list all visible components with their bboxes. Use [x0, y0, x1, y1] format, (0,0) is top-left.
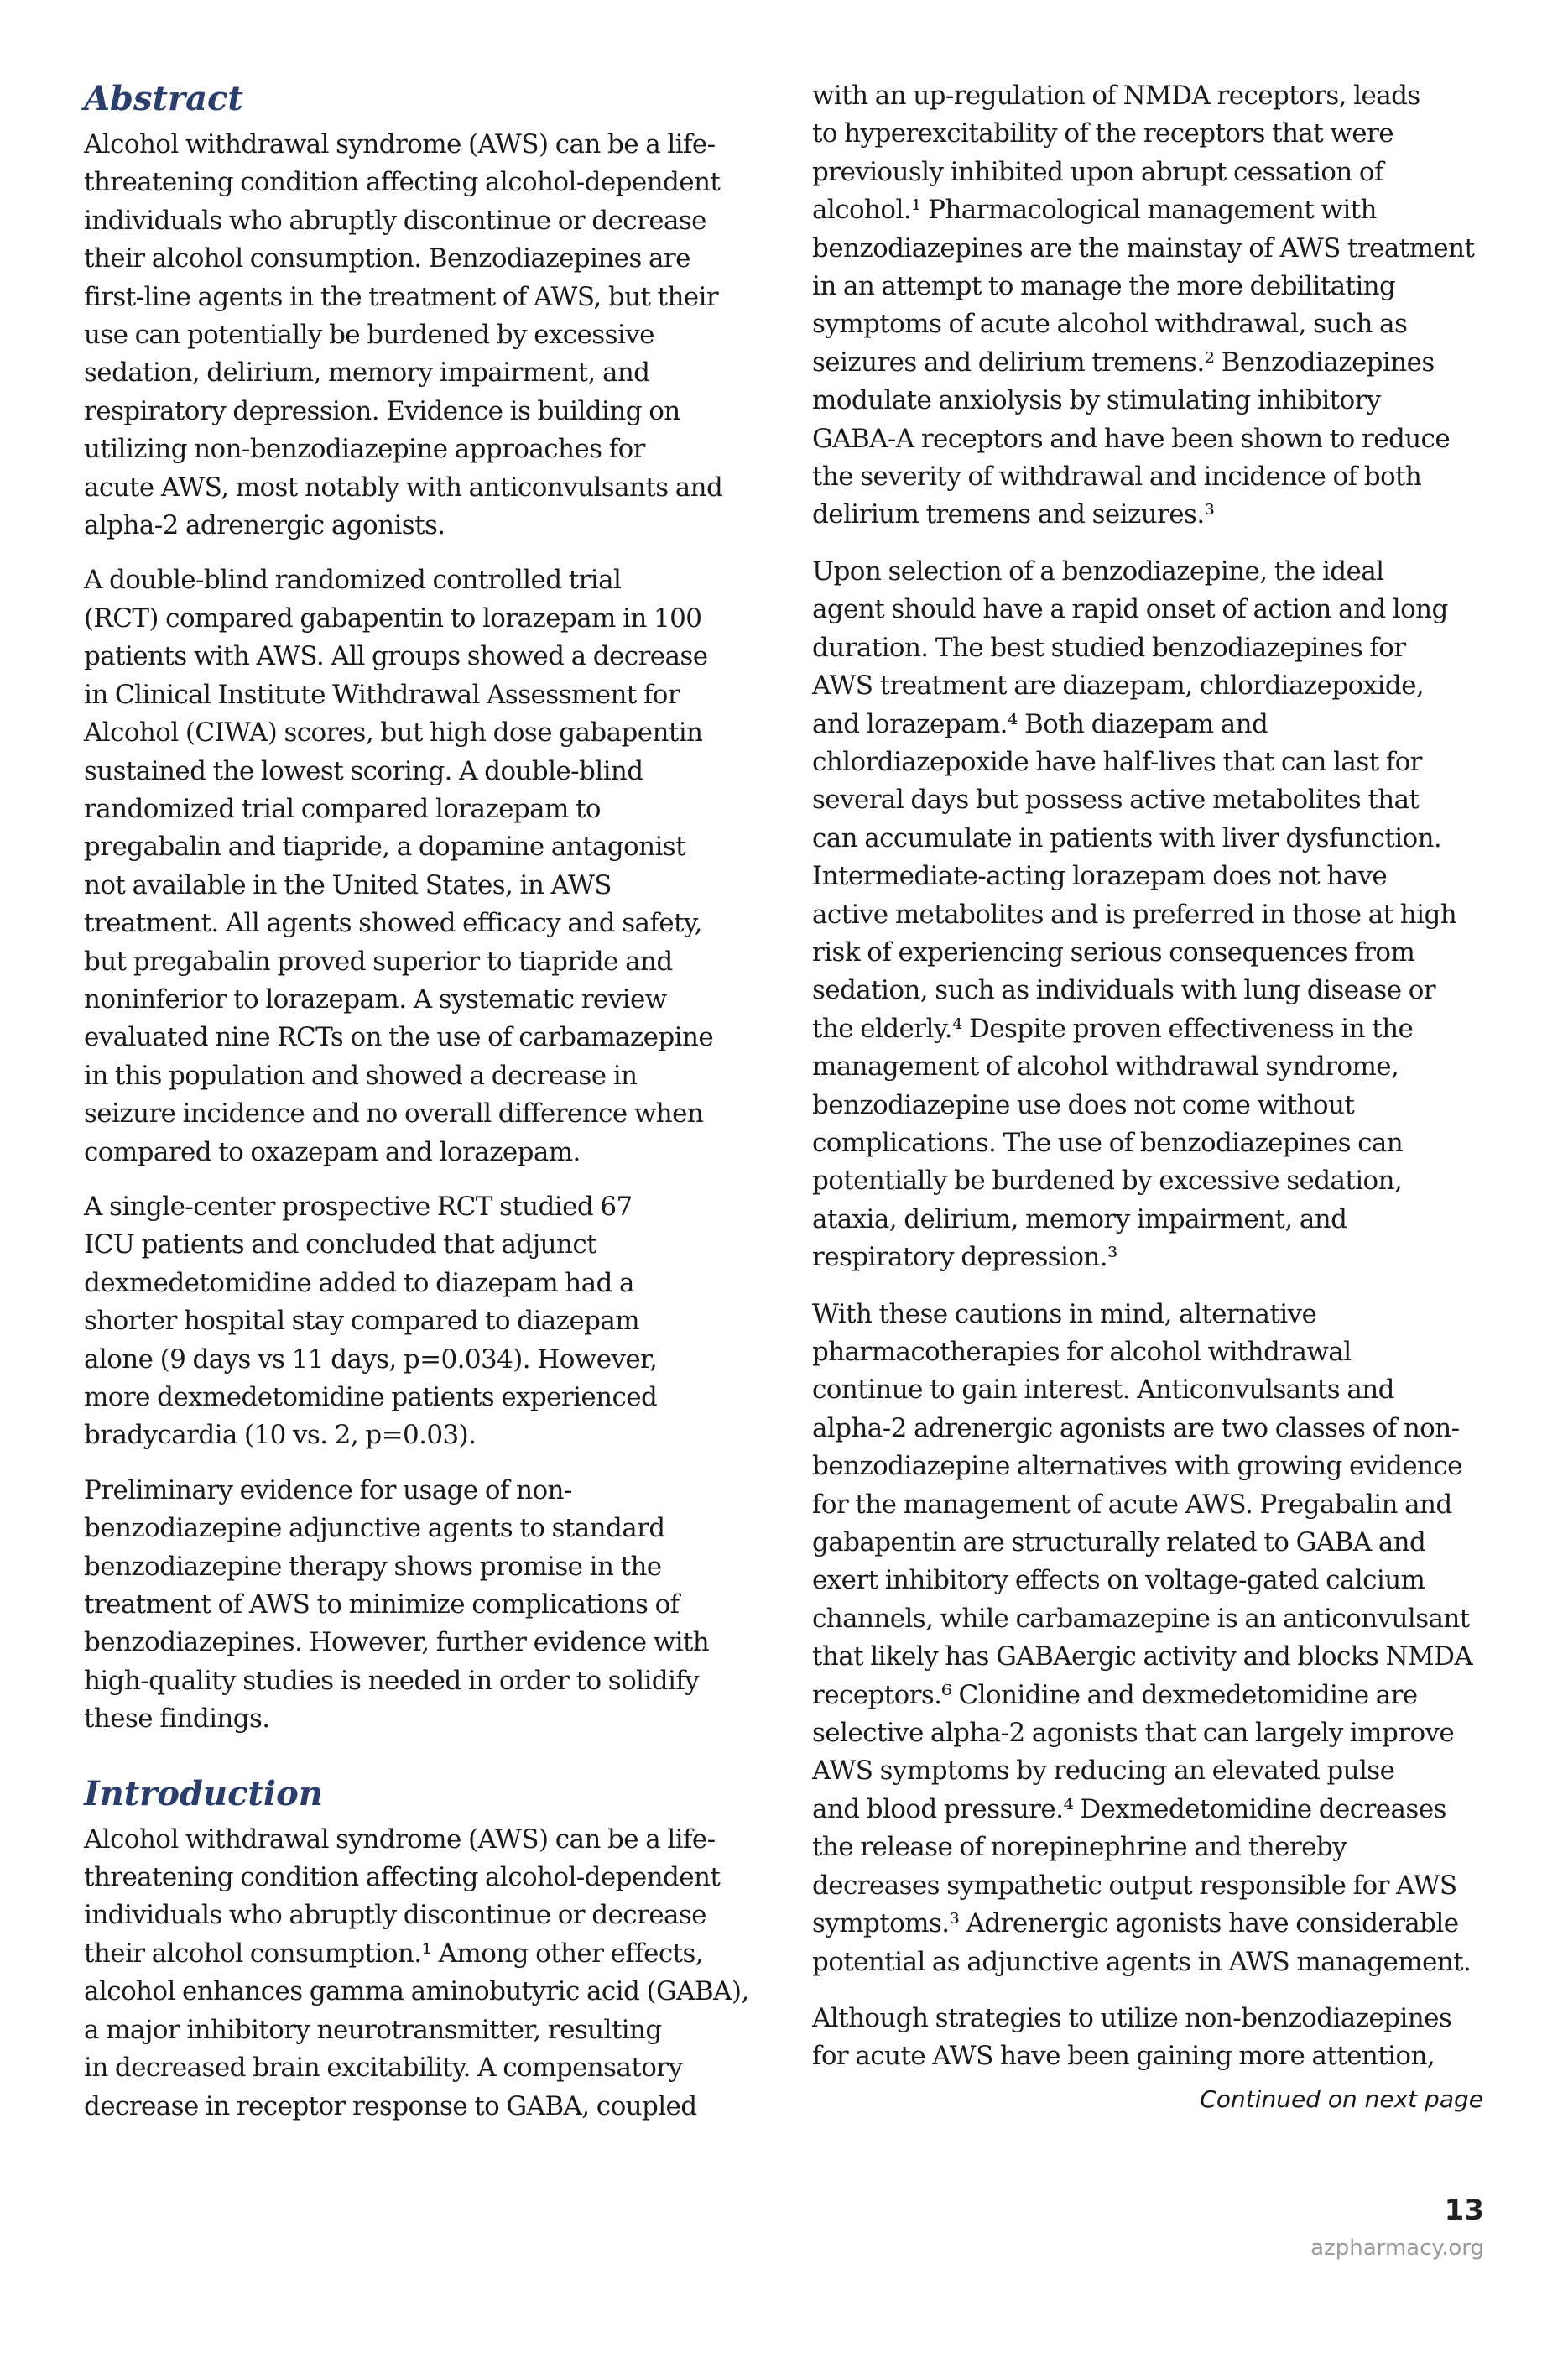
text-line: delirium tremens and seizures.³ — [812, 499, 1215, 530]
text-line: benzodiazepine adjunctive agents to standard — [84, 1513, 665, 1544]
text-line: decrease in receptor response to GABA, coupled — [84, 2090, 697, 2121]
text-line: A single-center prospective RCT studied 67 — [84, 1191, 633, 1222]
text-line: treatment of AWS to minimize complications of — [84, 1589, 680, 1620]
text-line: (RCT) compared gabapentin to lorazepam in 100 — [84, 603, 702, 634]
text-line: alone (9 days vs 11 days, p=0.034). However, — [84, 1343, 658, 1375]
text-line: A double-blind randomized controlled trial — [84, 565, 622, 596]
text-line: continue to gain interest. Anticonvulsants and — [812, 1375, 1394, 1406]
text-line: management of alcohol withdrawal syndrome, — [812, 1051, 1399, 1083]
text-line: randomized trial compared lorazepam to — [84, 793, 601, 824]
text-line: shorter hospital stay compared to diazepam — [84, 1306, 640, 1337]
text-line: Intermediate-acting lorazepam does not have — [812, 861, 1388, 892]
text-line: receptors.⁶ Clonidine and dexmedetomidine are — [812, 1679, 1418, 1710]
text-line: use can potentially be burdened by excessive — [84, 320, 654, 351]
text-line: Although strategies to utilize non-benzodiazepines — [812, 2002, 1452, 2033]
abstract-paragraph — [84, 126, 755, 545]
text-line: previously inhibited upon abrupt cessation of — [812, 156, 1383, 187]
text-line: seizures and delirium tremens.² Benzodiazepines — [812, 347, 1435, 378]
text-line: not available in the United States, in AWS — [84, 869, 612, 900]
text-line: sedation, such as individuals with lung disease or — [812, 975, 1435, 1006]
text-line: individuals who abruptly discontinue or decrease — [84, 205, 706, 236]
text-line: their alcohol consumption.¹ Among other effects, — [84, 1938, 704, 1969]
text-line: their alcohol consumption. Benzodiazepines are — [84, 243, 690, 274]
text-line: AWS treatment are diazepam, chlordiazepoxide, — [812, 670, 1425, 702]
text-line: and lorazepam.⁴ Both diazepam and — [812, 708, 1268, 739]
text-line: threatening condition affecting alcohol-dependent — [84, 1862, 721, 1893]
body-paragraph — [812, 1296, 1483, 1981]
text-line: the severity of withdrawal and incidence of both — [812, 462, 1422, 493]
text-line: symptoms of acute alcohol withdrawal, such as — [812, 309, 1408, 340]
abstract-paragraph — [84, 1188, 755, 1455]
text-line: in decreased brain excitability. A compensatory — [84, 2053, 683, 2084]
text-line: for the management of acute AWS. Pregabalin and — [812, 1489, 1452, 1520]
text-line: acute AWS, most notably with anticonvulsants and — [84, 472, 723, 503]
text-line: that likely has GABAergic activity and blocks NMDA — [812, 1641, 1473, 1672]
website-url: azpharmacy.org — [1310, 2236, 1484, 2261]
text-line: alpha-2 adrenergic agonists are two classes of non- — [812, 1412, 1460, 1443]
text-line: to hyperexcitability of the receptors that were — [812, 118, 1394, 149]
text-line: Alcohol withdrawal syndrome (AWS) can be a life- — [84, 1823, 716, 1855]
text-line: sustained the lowest scoring. A double-blind — [84, 755, 643, 786]
text-line: in an attempt to manage the more debilitating — [812, 271, 1396, 302]
text-line: a major inhibitory neurotransmitter, resulting — [84, 2014, 662, 2045]
text-line: but pregabalin proved superior to tiapride and — [84, 946, 673, 977]
text-line: potentially be burdened by excessive sedation, — [812, 1166, 1403, 1197]
text-line: decreases sympathetic output responsible for AWS — [812, 1870, 1457, 1901]
text-line: pharmacotherapies for alcohol withdrawal — [812, 1337, 1352, 1367]
text-line: with an up-regulation of NMDA receptors, leads — [812, 81, 1420, 111]
abstract-paragraph — [84, 1472, 755, 1739]
text-line: alcohol.¹ Pharmacological management with — [812, 195, 1377, 226]
introduction-paragraph — [84, 1821, 755, 2126]
text-line: seizure incidence and no overall difference when — [84, 1098, 704, 1130]
right-column — [812, 77, 1483, 2095]
text-line: in this population and showed a decrease in — [84, 1060, 638, 1091]
text-line: Upon selection of a benzodiazepine, the ideal — [812, 556, 1384, 587]
page-number: 13 — [1444, 2194, 1484, 2227]
text-line: benzodiazepine alternatives with growing evidence — [812, 1451, 1462, 1482]
text-line: active metabolites and is preferred in those at high — [812, 899, 1457, 930]
text-line: alpha-2 adrenergic agonists. — [84, 510, 445, 541]
text-line: and blood pressure.⁴ Dexmedetomidine decreases — [812, 1793, 1446, 1824]
text-line: dexmedetomidine added to diazepam had a — [84, 1267, 634, 1298]
text-line: benzodiazepines are the mainstay of AWS treatment — [812, 232, 1475, 263]
text-line: noninferior to lorazepam. A systematic review — [84, 983, 667, 1015]
text-line: the release of norepinephrine and thereby — [812, 1832, 1347, 1863]
text-line: compared to oxazepam and lorazepam. — [84, 1136, 581, 1167]
body-paragraph — [812, 2000, 1483, 2076]
text-line: pregabalin and tiapride, a dopamine antagonist — [84, 832, 685, 863]
text-line: the elderly.⁴ Despite proven effectiveness in the — [812, 1013, 1414, 1044]
text-line: ataxia, delirium, memory impairment, and — [812, 1203, 1347, 1234]
text-line: threatening condition affecting alcohol-dependent — [84, 167, 721, 198]
text-line: potential as adjunctive agents in AWS management. — [812, 1946, 1472, 1977]
text-line: utilizing non-benzodiazepine approaches for — [84, 434, 645, 465]
text-line: complications. The use of benzodiazepines can — [812, 1127, 1404, 1158]
abstract-paragraph — [84, 561, 755, 1171]
text-line: gabapentin are structurally related to GABA and — [812, 1527, 1426, 1558]
text-line: AWS symptoms by reducing an elevated pulse — [812, 1756, 1395, 1787]
text-line: high-quality studies is needed in order to solidify — [84, 1665, 700, 1696]
body-paragraph — [812, 77, 1483, 535]
text-line: can accumulate in patients with liver dysfunction. — [812, 822, 1442, 853]
text-line: duration. The best studied benzodiazepines for — [812, 632, 1406, 663]
text-line: in Clinical Institute Withdrawal Assessment for — [84, 679, 680, 710]
text-line: respiratory depression. Evidence is building on — [84, 395, 680, 426]
text-line: exert inhibitory effects on voltage-gated calcium — [812, 1565, 1425, 1596]
text-line: channels, while carbamazepine is an anticonvulsant — [812, 1603, 1470, 1634]
text-line: benzodiazepine use does not come without — [812, 1089, 1355, 1120]
text-line: agent should have a rapid onset of action and long — [812, 594, 1448, 625]
text-line: benzodiazepine therapy shows promise in the — [84, 1551, 662, 1582]
text-line: for acute AWS have been gaining more attention, — [812, 2041, 1435, 2072]
text-line: With these cautions in mind, alternative — [812, 1298, 1317, 1329]
text-line: chlordiazepoxide have half-lives that can last for — [812, 746, 1422, 777]
text-line: more dexmedetomidine patients experienced — [84, 1382, 658, 1412]
text-line: evaluated nine RCTs on the use of carbamazepine — [84, 1022, 714, 1053]
text-line: Alcohol withdrawal syndrome (AWS) can be a life- — [84, 129, 716, 159]
text-line: selective alpha-2 agonists that can largely improve — [812, 1718, 1455, 1749]
text-line: alcohol enhances gamma aminobutyric acid (GABA), — [84, 1976, 749, 2007]
text-line: sedation, delirium, memory impairment, and — [84, 357, 650, 389]
text-line: modulate anxiolysis by stimulating inhibitory — [812, 385, 1381, 416]
abstract-heading: Abstract — [84, 79, 243, 118]
text-line: bradycardia (10 vs. 2, p=0.03). — [84, 1420, 477, 1451]
text-line: ICU patients and concluded that adjunct — [84, 1229, 596, 1260]
text-line: several days but possess active metabolites that — [812, 785, 1420, 816]
body-paragraph — [812, 553, 1483, 1277]
text-line: respiratory depression.³ — [812, 1242, 1117, 1273]
text-line: individuals who abruptly discontinue or decrease — [84, 1900, 706, 1931]
text-line: Alcohol (CIWA) scores, but high dose gabapentin — [84, 717, 703, 749]
text-line: treatment. All agents showed efficacy and safety, — [84, 908, 702, 939]
text-line: Preliminary evidence for usage of non- — [84, 1474, 572, 1505]
text-line: GABA-A receptors and have been shown to reduce — [812, 423, 1451, 454]
text-line: symptoms.³ Adrenergic agonists have considerable — [812, 1908, 1459, 1939]
text-line: risk of experiencing serious consequences from — [812, 937, 1415, 968]
left-column — [84, 77, 755, 2142]
text-line: patients with AWS. All groups showed a decrease — [84, 641, 708, 672]
text-line: benzodiazepines. However, further evidence with — [84, 1627, 710, 1658]
text-line: first-line agents in the treatment of AWS, but their — [84, 281, 719, 312]
continued-on-next-page: Continued on next page — [1200, 2085, 1483, 2113]
introduction-heading: Introduction — [84, 1773, 323, 1813]
text-line: these findings. — [84, 1703, 270, 1735]
